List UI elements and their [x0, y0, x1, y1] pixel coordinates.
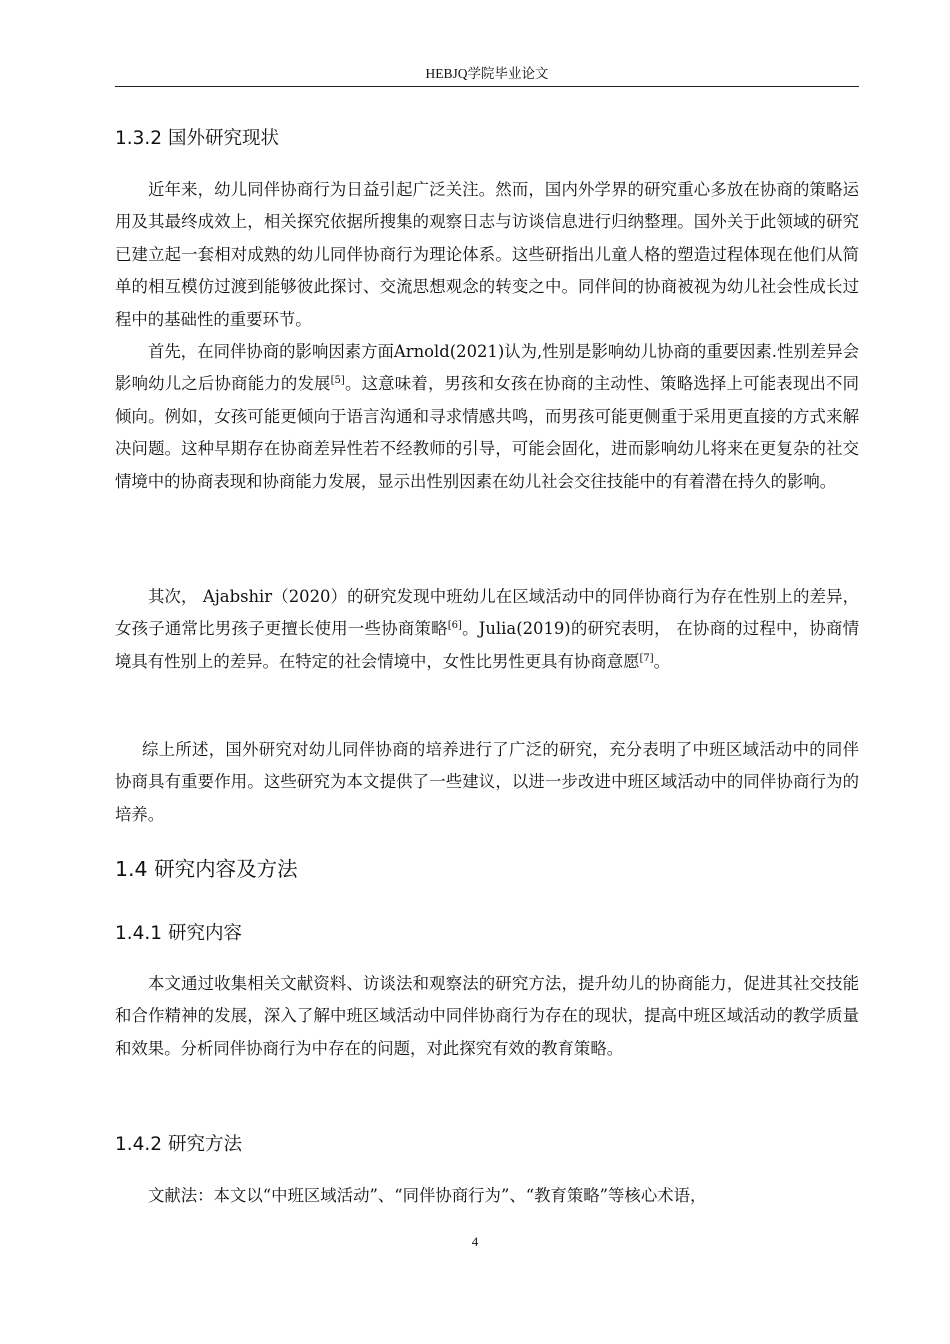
page-number: 4 [471, 1234, 479, 1249]
text-run: 。这意味着，男孩和女孩在协商的主动性、策略选择上可能表现出不同倾向。例如，女孩可能更倾向于语言沟通和寻求情感共鸣，而男孩可能更侧重于采用更直接的方式来解决问题。这种早期存在协商差异性若不经教师的引导，可能会固化，进而影响幼儿将来在更复杂的社交情境中的协商表现和协商能力发展，显示出性别因素在幼儿社会交往技能中的有着潜在持久的影响。 [115, 374, 860, 491]
section-heading-1-4-1: 1.4.1 研究内容 [115, 923, 242, 944]
text-run: 。Julia(2019)的研究表明， 在协商的过程中，协商情境具有性别上的差异。在特定的社会情境中，女性比男性更具有协商意愿 [115, 619, 859, 671]
section-heading-1-4: 1.4 研究内容及方法 [115, 857, 298, 881]
text-run: 。 [653, 651, 671, 671]
paragraph-arnold [115, 336, 859, 498]
paragraph-foreign-overview: 近年来，幼儿同伴协商行为日益引起广泛关注。然而，国内外学界的研究重心多放在协商的策略运用及其最终成效上，相关探究依据所搜集的观察日志与访谈信息进行归纳整理。国外关于此领域的研究已建立起一套相对成熟的幼儿同伴协商行为理论体系。这些研指出儿童人格的塑造过程体现在他们从简单的相互模仿过渡到能够彼此探讨、交流思想观念的转变之中。同伴间的协商被视为幼儿社会性成长过程中的基础性的重要环节。 [115, 180, 859, 329]
paragraph-summary: 综上所述，国外研究对幼儿同伴协商的培养进行了广泛的研究，充分表明了中班区域活动中的同伴协商具有重要作用。这些研究为本文提供了一些建议，以进一步改进中班区域活动中的同伴协商行为的培养。 [115, 740, 859, 824]
citation-ref: [5] [330, 375, 345, 387]
text-run: 其次， Ajabshir（2020）的研究发现中班幼儿在区域活动中的同伴协商行为存在性别上的差异，女孩子通常比男孩子更擅长使用一些协商策略 [115, 587, 859, 639]
citation-ref: [7] [639, 652, 654, 664]
header-rule [115, 86, 859, 87]
running-header: HEBJQ学院毕业论文 [425, 66, 549, 81]
paragraph-ajabshir [115, 581, 859, 678]
text-run: 首先，在同伴协商的影响因素方面Arnold(2021)认为,性别是影响幼儿协商的重要因素.性别差异会影响幼儿之后协商能力的发展 [115, 342, 859, 394]
paragraph-research-content: 本文通过收集相关文献资料、访谈法和观察法的研究方法，提升幼儿的协商能力，促进其社交技能和合作精神的发展，深入了解中班区域活动中同伴协商行为存在的现状，提高中班区域活动的教学质量和效果。分析同伴协商行为中存在的问题，对此探究有效的教育策略。 [115, 974, 859, 1058]
section-heading-1-3-2: 1.3.2 国外研究现状 [115, 128, 279, 149]
citation-ref: [6] [447, 620, 462, 632]
paragraph-literature-method: 文献法：本文以“中班区域活动”、“同伴协商行为”、“教育策略”等核心术语， [148, 1186, 707, 1205]
section-heading-1-4-2: 1.4.2 研究方法 [115, 1134, 242, 1155]
